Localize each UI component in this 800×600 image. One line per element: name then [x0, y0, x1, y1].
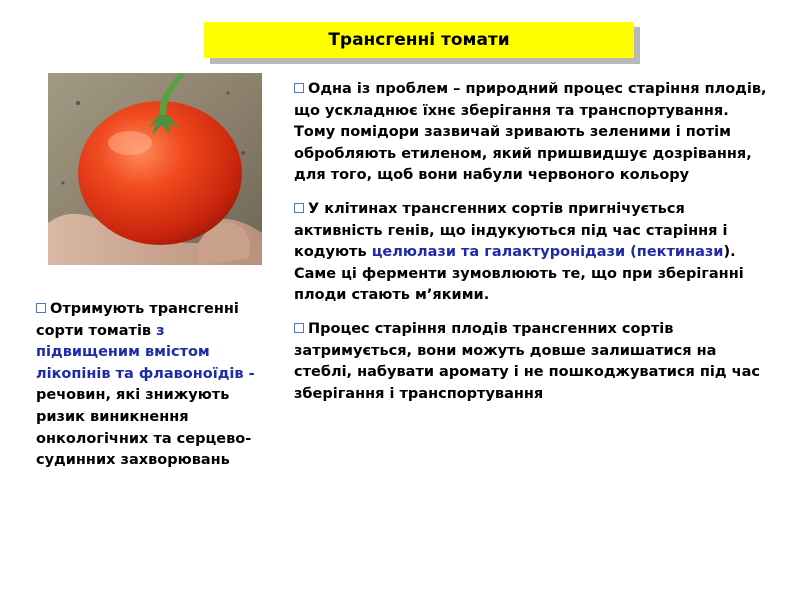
left-text-block	[36, 299, 264, 472]
slide-title: Трансгенні томати	[204, 22, 634, 58]
paragraph-text: Процес старіння плодів трансгенних сортів затримується, вони можуть довше залишатися на стеблі, набувати аромату і не пошкоджуватися під час зберігання і транспортування	[294, 320, 760, 402]
checkbox-bullet-icon	[294, 203, 304, 213]
tomato-photo	[48, 73, 262, 265]
right-paragraph-3	[294, 319, 772, 405]
paragraph-text: речовин, які знижують ризик виникнення онкологічних та серцево-судинних захворювань	[36, 387, 252, 469]
paragraph-text: Одна із проблем – природний процес старіння плодів, що ускладнює їхнє зберігання та транспортування. Тому помідори зазвичай зривають зеленими і потім обробляють етиленом, який пришвидшує дозрівання, для того, щоб вони набули червоного кольору	[294, 81, 767, 184]
paragraph-text: Отримують трансгенні сорти томатів	[36, 301, 239, 339]
checkbox-bullet-icon	[36, 303, 46, 313]
right-paragraph-1	[294, 79, 772, 187]
highlighted-compounds: з підвищеним вмістом лікопінів та флавоноїдів -	[36, 322, 255, 382]
checkbox-bullet-icon	[294, 323, 304, 333]
tomato-illustration	[48, 73, 262, 265]
paragraph-text: У клітинах трансгенних сортів пригнічується активність генів, що індукуються під час старіння і кодують	[294, 200, 728, 261]
paragraph-text: ). Саме ці ферменти зумовлюють те, що при зберіганні плоди стають м’якими.	[294, 244, 744, 304]
left-paragraph	[36, 299, 264, 472]
checkbox-bullet-icon	[294, 83, 304, 93]
right-paragraph-2	[294, 199, 772, 307]
highlighted-enzymes: целюлази та галактуронідази (пектинази	[371, 244, 724, 261]
right-text-block	[294, 79, 772, 405]
